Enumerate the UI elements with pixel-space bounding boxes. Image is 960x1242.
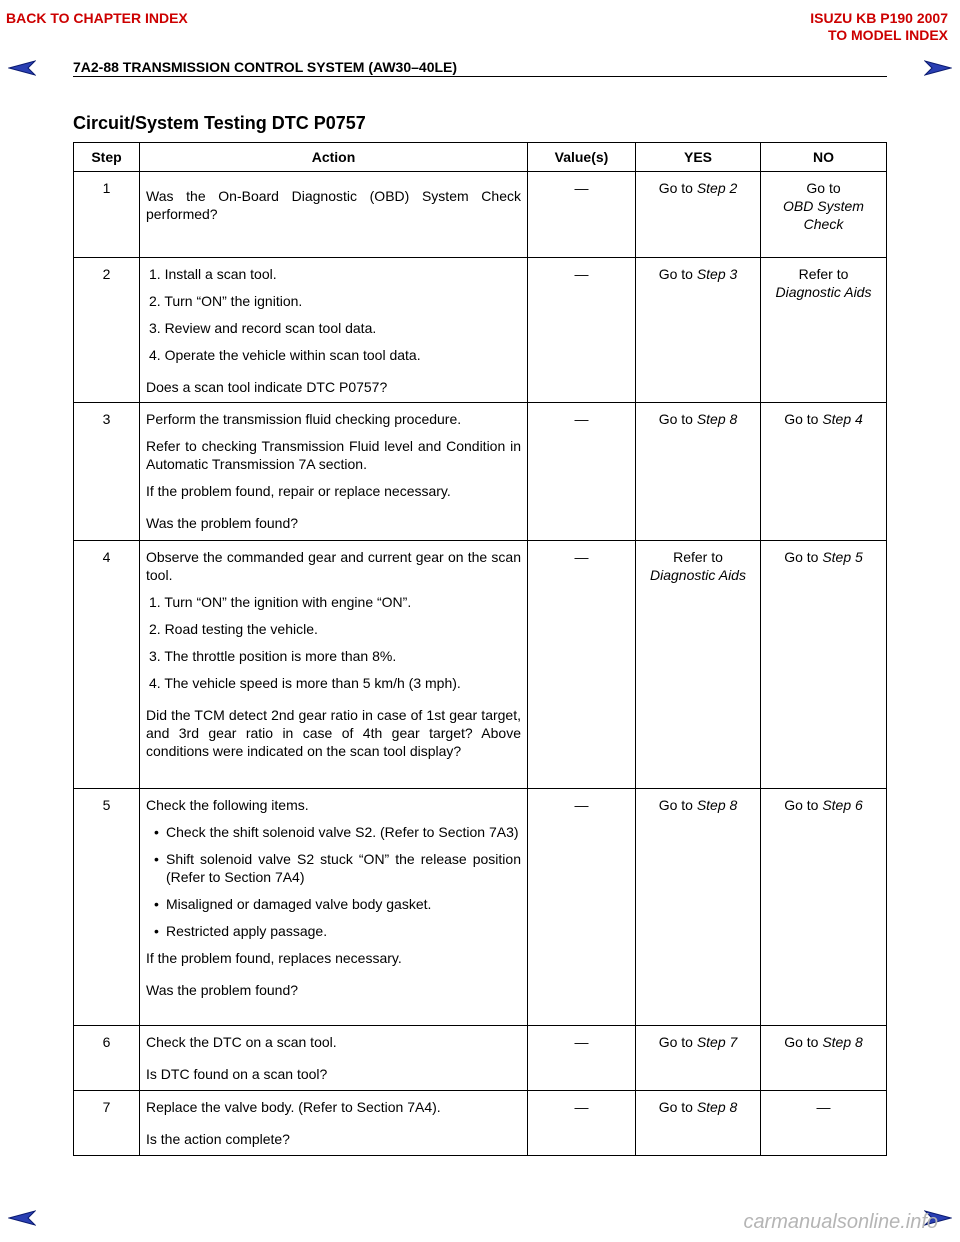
page-header: 7A2-88 TRANSMISSION CONTROL SYSTEM (AW30–40LE): [73, 59, 458, 75]
table-row: [74, 172, 887, 258]
step-yes: [636, 172, 761, 258]
step-value: —: [528, 1026, 636, 1091]
table-row: [74, 541, 887, 789]
no-prefix: Refer to: [798, 266, 849, 282]
table-row: [74, 403, 887, 541]
bullet-item: [154, 850, 521, 886]
numbered-item: 2. Road testing the vehicle.: [149, 621, 318, 637]
step-action: [140, 172, 528, 258]
no-prefix: Go to: [784, 1034, 823, 1050]
step-paragraph: Observe the commanded gear and current gear on the scan tool.: [146, 549, 521, 583]
numbered-item: 4. The vehicle speed is more than 5 km/h (3 mph).: [149, 675, 461, 691]
header-step: Step: [74, 143, 140, 172]
to-model-index-link[interactable]: TO MODEL INDEX: [827, 27, 948, 43]
step-question: Does a scan tool indicate DTC P0757?: [146, 379, 388, 395]
step-yes: [636, 789, 761, 1026]
step-paragraph: Perform the transmission fluid checking procedure.: [146, 411, 462, 427]
step-number: 1: [74, 172, 140, 258]
step-yes: [636, 541, 761, 789]
step-number: 7: [74, 1091, 140, 1156]
bullet-dot-icon: •: [154, 851, 159, 867]
bullet-item: [154, 895, 521, 913]
yes-ref-link[interactable]: Step 7: [696, 1034, 738, 1050]
bullet-text: Shift solenoid valve S2 stuck “ON” the release position (Refer to Section 7A4): [166, 851, 521, 885]
step-action: [140, 541, 528, 789]
next-page-icon[interactable]: [924, 60, 952, 76]
table-row: [74, 789, 887, 1026]
yes-prefix: Go to: [658, 1099, 697, 1115]
step-number: 6: [74, 1026, 140, 1091]
table-header-row: [74, 143, 887, 172]
header-values: Value(s): [528, 143, 636, 172]
numbered-item: 1. Install a scan tool.: [149, 266, 277, 282]
step-paragraph: If the problem found, replaces necessary.: [146, 950, 402, 966]
numbered-item: 3. The throttle position is more than 8%.: [149, 648, 397, 664]
step-no: [761, 541, 887, 789]
step-value: —: [528, 789, 636, 1026]
yes-ref-link[interactable]: Step 3: [696, 266, 738, 282]
step-yes: [636, 1026, 761, 1091]
table-row: [74, 1091, 887, 1156]
step-paragraph: Check the DTC on a scan tool.: [146, 1034, 337, 1050]
table-row: [74, 258, 887, 403]
bullet-item: [154, 823, 521, 841]
step-number: 5: [74, 789, 140, 1026]
step-action: [140, 789, 528, 1026]
yes-ref-link[interactable]: Step 8: [696, 1099, 738, 1115]
yes-prefix: Go to: [658, 411, 697, 427]
step-yes: [636, 258, 761, 403]
step-question: Is DTC found on a scan tool?: [146, 1066, 328, 1082]
step-no: —: [761, 1091, 887, 1156]
step-action: [140, 403, 528, 541]
step-paragraph: Replace the valve body. (Refer to Section 7A4).: [146, 1099, 441, 1115]
numbered-item: 4. Operate the vehicle within scan tool data.: [149, 347, 421, 363]
bullet-dot-icon: •: [154, 896, 159, 912]
step-no: [761, 258, 887, 403]
step-question: Is the action complete?: [146, 1131, 290, 1147]
yes-prefix: Go to: [658, 797, 697, 813]
yes-ref-link[interactable]: Step 8: [696, 411, 738, 427]
prev-page-icon[interactable]: [8, 60, 36, 76]
diagnostic-steps-table: [73, 142, 887, 1156]
step-yes: [636, 1091, 761, 1156]
step-value: —: [528, 541, 636, 789]
step-question: Did the TCM detect 2nd gear ratio in case of 1st gear target, and 3rd gear ratio in case of 4th gear target? Above conditions were indicated on the scan tool display?: [146, 707, 521, 759]
no-ref-link[interactable]: Step 8: [822, 1034, 863, 1050]
no-ref-link[interactable]: Diagnostic Aids: [775, 284, 872, 300]
step-yes: [636, 403, 761, 541]
step-paragraph: Refer to checking Transmission Fluid level and Condition in Automatic Transmission 7A section.: [146, 438, 521, 472]
step-action: [140, 258, 528, 403]
step-no: [761, 789, 887, 1026]
step-value: —: [528, 258, 636, 403]
header-action: Action: [140, 143, 528, 172]
bullet-dot-icon: •: [154, 824, 159, 840]
yes-ref-link[interactable]: Step 2: [696, 180, 738, 196]
back-to-chapter-index-link[interactable]: BACK TO CHAPTER INDEX: [6, 10, 188, 26]
bullet-text: Check the shift solenoid valve S2. (Refer to Section 7A3): [166, 824, 519, 840]
step-paragraph: If the problem found, repair or replace necessary.: [146, 483, 451, 499]
prev-page-bottom-icon[interactable]: [8, 1210, 36, 1226]
no-ref-link[interactable]: Step 6: [822, 797, 863, 813]
no-ref-link[interactable]: Step 5: [822, 549, 863, 565]
yes-ref-link[interactable]: Diagnostic Aids: [650, 567, 746, 583]
header-no: NO: [761, 143, 887, 172]
no-prefix: Go to: [784, 797, 823, 813]
step-no: [761, 403, 887, 541]
step-no: [761, 1026, 887, 1091]
step-value: —: [528, 1091, 636, 1156]
yes-prefix: Go to: [658, 180, 697, 196]
step-number: 2: [74, 258, 140, 403]
yes-prefix: Go to: [658, 266, 697, 282]
no-ref-link[interactable]: OBD System Check: [783, 198, 864, 232]
bullet-dot-icon: •: [154, 923, 159, 939]
step-question: Was the problem found?: [146, 982, 299, 998]
step-action: [140, 1026, 528, 1091]
step-question: Was the On-Board Diagnostic (OBD) System Check performed?: [146, 188, 521, 222]
watermark: carmanualsonline.info: [743, 1211, 938, 1233]
yes-prefix: Refer to: [673, 549, 723, 565]
step-number: 3: [74, 403, 140, 541]
numbered-item: 2. Turn “ON” the ignition.: [149, 293, 303, 309]
model-index-block[interactable]: [810, 10, 948, 44]
step-action: [140, 1091, 528, 1156]
yes-ref-link[interactable]: Step 8: [696, 797, 738, 813]
numbered-item: 3. Review and record scan tool data.: [149, 320, 377, 336]
step-number: 4: [74, 541, 140, 789]
step-question: Was the problem found?: [146, 515, 299, 531]
no-prefix: Go to: [784, 549, 823, 565]
table-row: [74, 1026, 887, 1091]
step-value: —: [528, 403, 636, 541]
no-prefix: Go to: [784, 411, 823, 427]
header-rule: [73, 76, 887, 77]
yes-prefix: Go to: [658, 1034, 697, 1050]
no-prefix: Go to: [806, 180, 841, 196]
no-ref-link[interactable]: Step 4: [822, 411, 863, 427]
bullet-text: Restricted apply passage.: [166, 923, 328, 939]
step-no: [761, 172, 887, 258]
step-value: —: [528, 172, 636, 258]
numbered-item: 1. Turn “ON” the ignition with engine “ON”.: [149, 594, 412, 610]
bullet-item: [154, 922, 521, 940]
header-yes: YES: [636, 143, 761, 172]
model-title: ISUZU KB P190 2007: [810, 10, 948, 26]
step-paragraph: Check the following items.: [146, 797, 309, 813]
section-title: Circuit/System Testing DTC P0757: [73, 113, 366, 133]
bullet-text: Misaligned or damaged valve body gasket.: [166, 896, 432, 912]
